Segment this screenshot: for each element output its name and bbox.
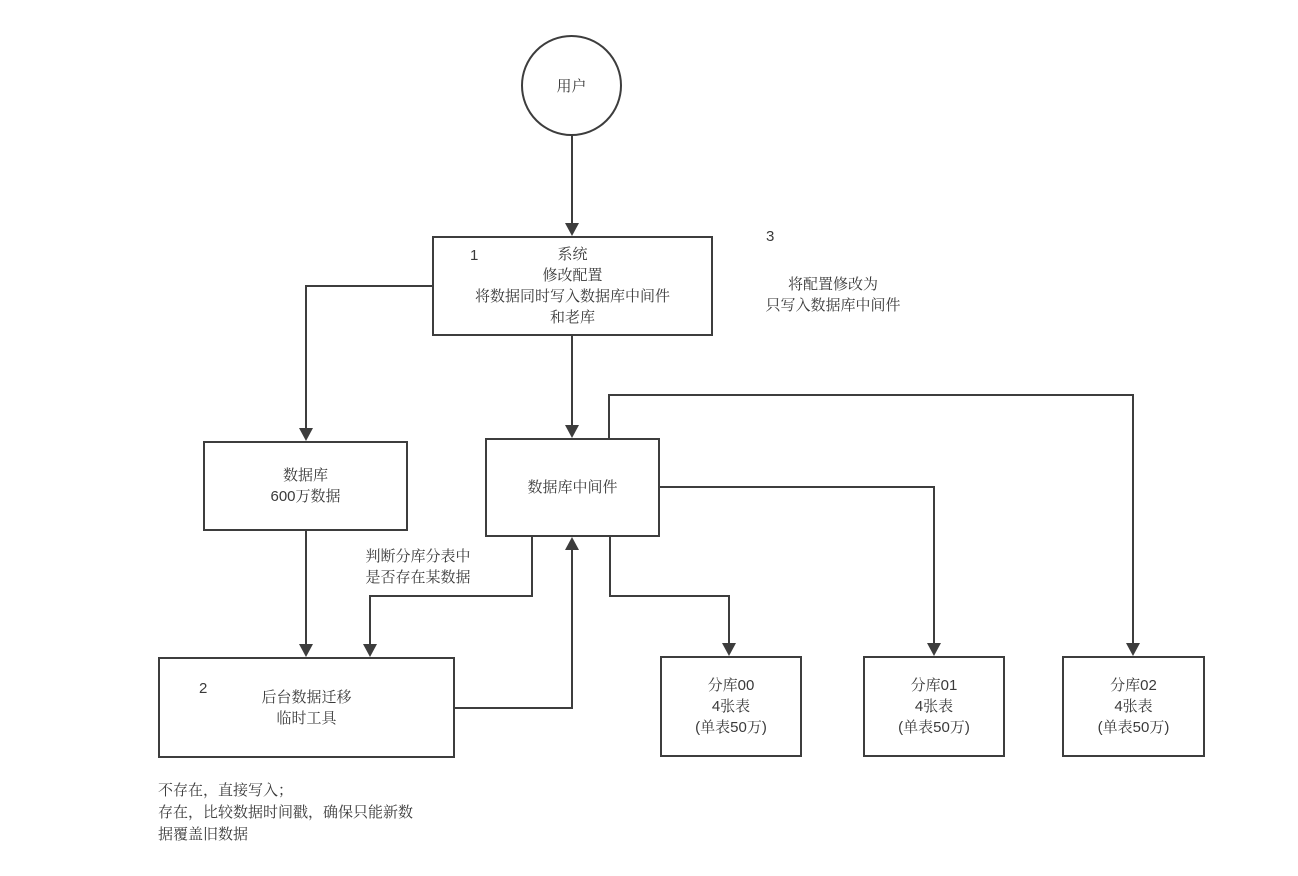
arrowhead-down-icon (565, 425, 579, 438)
note-bottom-line3: 据覆盖旧数据 (158, 826, 249, 843)
node-system-line2: 修改配置 (542, 267, 603, 284)
connector-middleware-to-shard02-v1 (608, 395, 610, 438)
arrowhead-down-icon (927, 643, 941, 656)
connector-user-to-system (571, 135, 573, 224)
note-step3 (745, 274, 921, 316)
connector-migration-to-middleware-v (571, 550, 573, 709)
node-middleware-label: 数据库中间件 (527, 479, 618, 496)
node-migration-tool (158, 657, 455, 758)
node-shard-01-line3: (单表50万) (898, 719, 970, 736)
arrowhead-up-icon (565, 537, 579, 550)
connector-olddb-to-migration (305, 531, 307, 644)
step-number-2: 2 (199, 680, 208, 697)
note-step3-line2: 只写入数据库中间件 (765, 297, 901, 314)
node-migration-tool-line2: 临时工具 (276, 709, 337, 727)
arrowhead-down-icon (1126, 643, 1140, 656)
connector-middleware-to-shard01-v (933, 486, 935, 643)
step-number-3: 3 (766, 228, 775, 245)
node-system-line1: 系统 (557, 246, 588, 263)
connector-system-to-olddb-v (305, 285, 307, 428)
node-shard-02-line2: 4张表 (1114, 698, 1153, 715)
note-judge-line1: 判断分库分表中 (365, 548, 471, 565)
connector-middleware-to-shard00-v1 (609, 537, 611, 597)
node-user (521, 35, 622, 136)
node-shard-02-line3: (单表50万) (1097, 719, 1170, 736)
node-old-db-line2: 600万数据 (270, 488, 341, 505)
node-shard-00-line1: 分库00 (707, 677, 755, 694)
node-middleware (485, 438, 660, 537)
node-user-label: 用户 (556, 78, 587, 95)
node-migration-tool-line1: 后台数据迁移 (261, 688, 352, 706)
node-shard-01-line1: 分库01 (910, 677, 958, 694)
node-system-line3: 将数据同时写入数据库中间件 (474, 288, 670, 305)
connector-middleware-to-migration-h (369, 595, 533, 597)
node-shard-02 (1062, 656, 1205, 757)
arrowhead-down-icon (363, 644, 377, 657)
arrowhead-down-icon (299, 644, 313, 657)
connector-migration-to-middleware-h (455, 707, 573, 709)
note-judge (345, 546, 491, 588)
note-bottom (158, 780, 518, 846)
connector-middleware-to-migration-v2 (369, 595, 371, 644)
connector-middleware-to-shard00-h (609, 595, 730, 597)
connector-middleware-to-shard02-v2 (1132, 394, 1134, 643)
node-old-db (203, 441, 408, 531)
connector-middleware-to-migration-v1 (531, 537, 533, 597)
connector-system-to-olddb-h (306, 285, 433, 287)
arrowhead-down-icon (565, 223, 579, 236)
node-shard-00 (660, 656, 802, 757)
node-shard-00-line3: (单表50万) (695, 719, 767, 736)
node-shard-02-line1: 分库02 (1110, 677, 1157, 694)
connector-middleware-to-shard02-h (608, 394, 1134, 396)
note-judge-line2: 是否存在某数据 (365, 569, 471, 586)
connector-system-to-middleware (571, 335, 573, 425)
node-shard-01 (863, 656, 1005, 757)
note-bottom-line2: 存在，比较数据时间戳，确保只能新数 (158, 804, 414, 821)
node-old-db-line1: 数据库 (282, 467, 328, 484)
note-bottom-line1: 不存在，直接写入； (158, 782, 294, 799)
node-shard-00-line2: 4张表 (711, 698, 751, 715)
arrowhead-down-icon (299, 428, 313, 441)
connector-middleware-to-shard00-v2 (728, 595, 730, 643)
node-system-line4: 和老库 (549, 309, 595, 326)
node-shard-01-line2: 4张表 (914, 698, 954, 715)
step-number-1: 1 (470, 247, 479, 264)
note-step3-line1: 将配置修改为 (787, 276, 878, 293)
connector-middleware-to-shard01-h (660, 486, 935, 488)
arrowhead-down-icon (722, 643, 736, 656)
